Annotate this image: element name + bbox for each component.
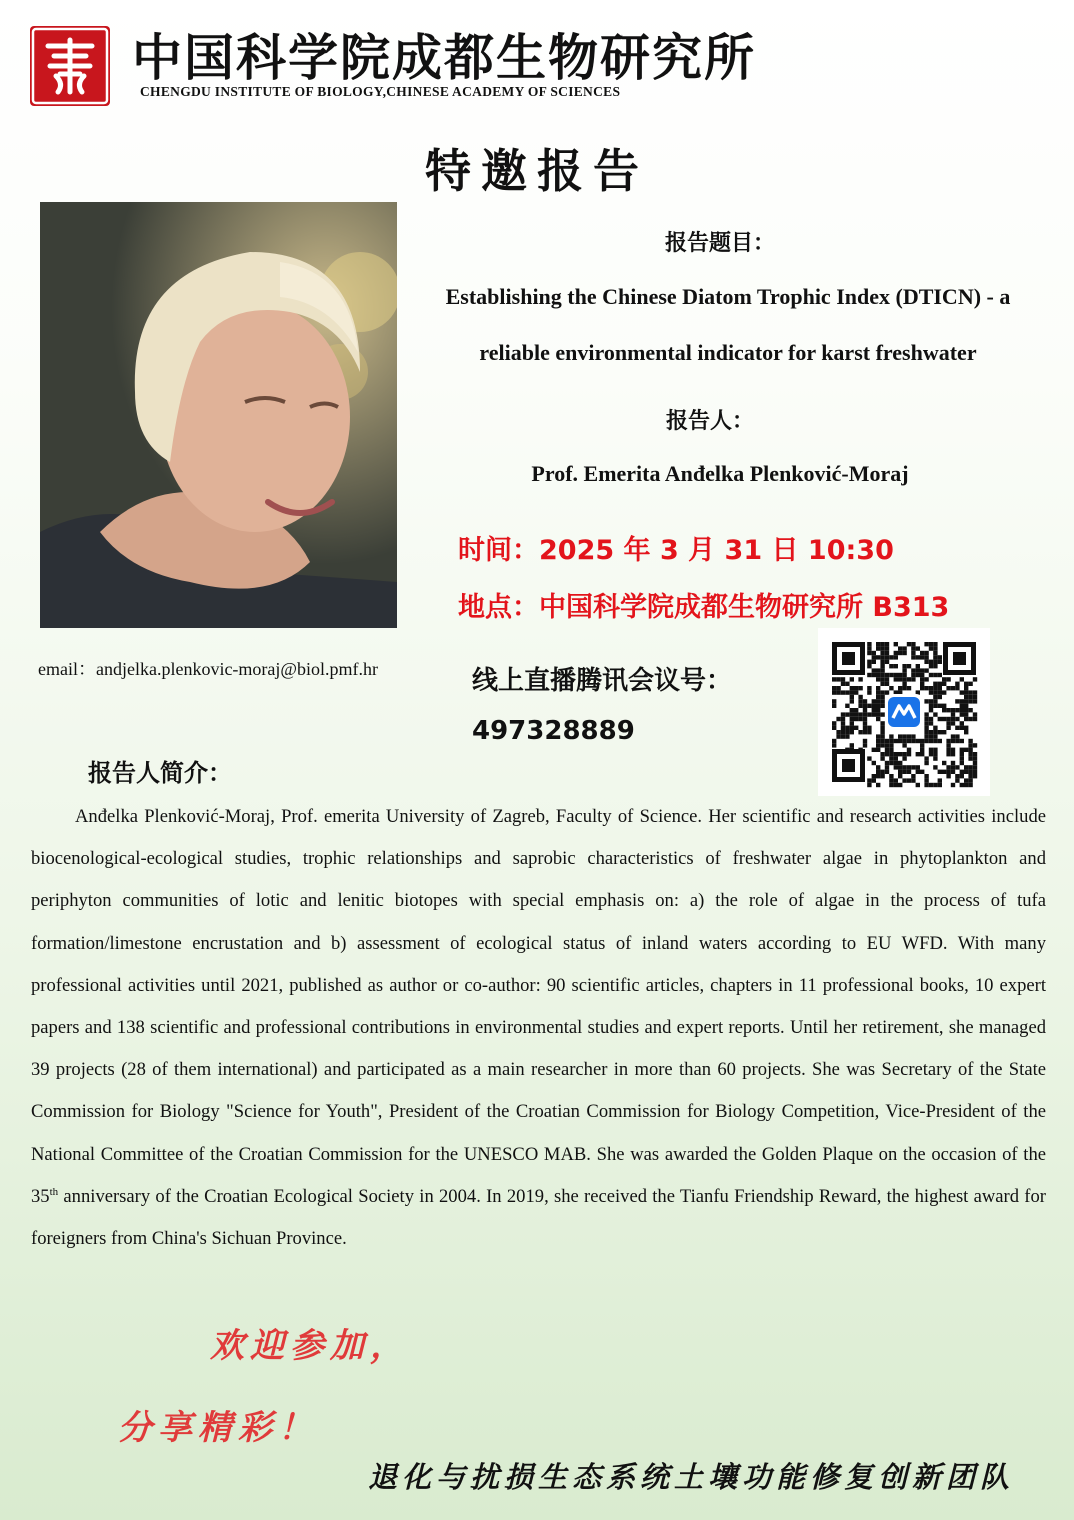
bio-text-part-1: Anđelka Plenković-Moraj, Prof. emerita University of Zagreb, Faculty of Science. Her scientific and research activities include biocenological-ecological studies, trophic relationships and saprobic characteristics of freshwater algae in phytoplankton and periphyton communities of lotic and lenitic biotopes with special emphasis on: a) the role of algae in the process of tufa formation/limestone encrustation and b) assessment of ecological status of inland waters according to EU WFD. With many professional activities until 2021, published as author or co-author: 90 scientific articles, chapters in 11 professional books, 10 expert papers and 138 scientific and professional contributions in environmental studies and expert reports. Until her retirement, she managed 39 projects (28 of them international) and participated as a main researcher in more than 60 projects. She was Secretary of the State Commission for Biology "Science for Youth", President of the Croatian Commission for Biology Competition, Vice-President of the National Committee of the Croatian Commission for the UNESCO MAB. She was awarded the Golden Plaque on the occasion of the 35 <box>31 806 1046 1207</box>
topic-line-1: Establishing the Chinese Diatom Trophic Index (DTICN) - a <box>445 284 1011 309</box>
seal-icon <box>30 26 110 106</box>
meeting-number[interactable]: 497328889 <box>472 716 635 746</box>
bio-superscript: th <box>49 1185 59 1198</box>
speaker-name: Prof. Emerita Anđelka Plenković-Moraj <box>531 461 909 486</box>
institute-logo <box>30 26 110 106</box>
topic-label: 报告题目： <box>664 231 775 256</box>
institute-name-en: CHENGDU INSTITUTE OF BIOLOGY,CHINESE ACADEMY OF SCIENCES <box>140 84 621 99</box>
team-name: 退化与扰损生态系统土壤功能修复创新团队 <box>368 1460 1015 1494</box>
institute-name-cn: 中国科学院成都生物研究所 <box>132 28 756 87</box>
bio-text-part-2: anniversary of the Croatian Ecological Society in 2004. In 2019, she received the Tianfu Friendship Reward, the highest award for foreigners from China's Sichuan Province. <box>31 1185 1046 1250</box>
page-title: 特邀报告 <box>425 144 649 198</box>
speaker-photo <box>40 202 397 628</box>
topic-line-2: reliable environmental indicator for karst freshwater <box>479 340 977 365</box>
online-meeting-label: 线上直播腾讯会议号： <box>472 666 733 696</box>
welcome-line-1: 欢迎参加， <box>210 1326 410 1366</box>
speaker-email[interactable]: email：andjelka.plenkovic-moraj@biol.pmf.hr <box>38 659 378 679</box>
speaker-label: 报告人： <box>665 409 754 434</box>
welcome-line-2: 分享精彩！ <box>118 1408 318 1448</box>
event-location: 地点：中国科学院成都生物研究所 B313 <box>458 592 950 623</box>
meeting-qr-code[interactable] <box>818 628 990 796</box>
speaker-bio <box>31 796 1046 1260</box>
event-time: 时间：2025 年 3 月 31 日 10:30 <box>458 535 894 566</box>
bio-heading: 报告人简介： <box>88 759 232 787</box>
